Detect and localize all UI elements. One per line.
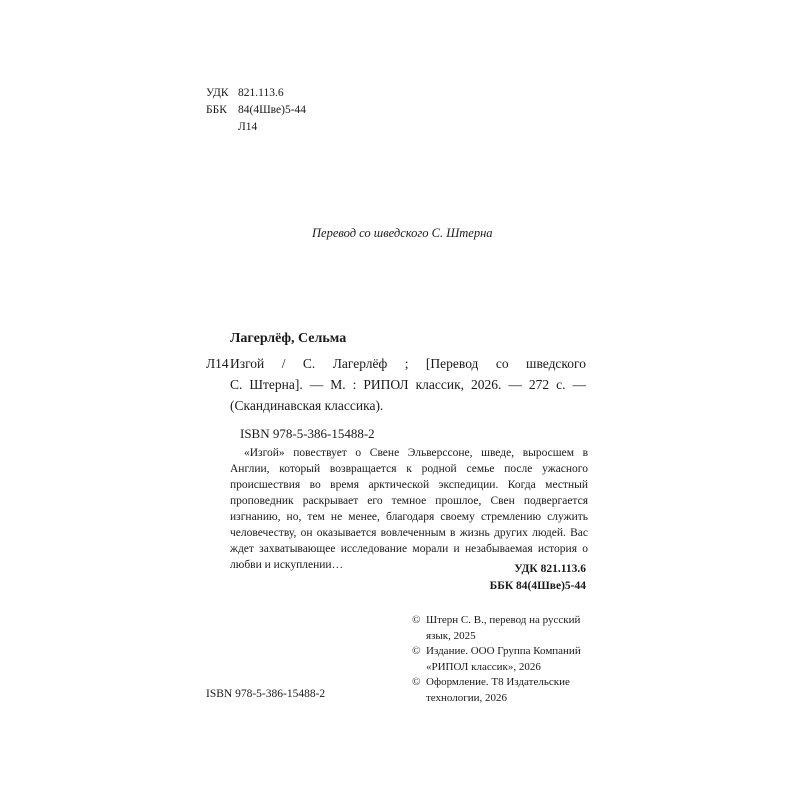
udk-right: УДК 821.113.6 xyxy=(514,563,586,575)
copyright-symbol: © xyxy=(412,614,421,626)
copyright-text: Штерн С. В., перевод на русский язык, 2025 xyxy=(426,614,581,642)
bbk-code-row xyxy=(206,102,306,119)
biblio-line-1-text: Изгой / С. Лагерлёф ; [Перевод со шведского xyxy=(230,356,586,371)
copyright-symbol: © xyxy=(412,645,421,657)
udk-label: УДК xyxy=(206,87,229,99)
author-mark-value: Л14 xyxy=(238,121,258,133)
copyright-item xyxy=(412,644,602,675)
biblio-line-1 xyxy=(206,353,586,374)
udk-code-row xyxy=(206,85,306,102)
author-mark-row xyxy=(206,119,306,136)
biblio-line-2: С. Штерна]. — М. : РИПОЛ классик, 2026. — 272 с. — xyxy=(230,377,586,392)
copyright-text: Оформление. Т8 Издательские технологии, 2026 xyxy=(426,676,570,704)
copyright-symbol: © xyxy=(412,676,421,688)
translation-note: Перевод со шведского С. Штерна xyxy=(312,226,493,240)
annotation-text: «Изгой» повествует о Свене Эльверссоне, шведе, выросшем в Англии, который возвращается к родной семье после ужасного происшествия во время арктической экспедиции. Когда местный проповедник раскрывает его темное прошлое, Свен подвергается изгнанию, но, тем не менее, благодаря своему стремлению служить человечеству, он оказывается вовлеченным в жизнь других людей. Вас ждет захватывающее исследование морали и незабываемая история о любви и искуплении… xyxy=(230,447,588,571)
copyright-text: Издание. ООО Группа Компаний «РИПОЛ классик», 2026 xyxy=(426,645,581,673)
bbk-right: ББК 84(4Шве)5-44 xyxy=(489,580,586,592)
udk-value: 821.113.6 xyxy=(238,87,284,99)
copyright-item xyxy=(412,675,602,706)
bbk-value: 84(4Шве)5-44 xyxy=(238,104,307,116)
bbk-label: ББК xyxy=(206,104,227,116)
copyright-block xyxy=(412,613,602,706)
isbn-main: ISBN 978-5-386-15488-2 xyxy=(240,426,375,441)
author-heading: Лагерлёф, Сельма xyxy=(230,331,347,346)
classification-codes xyxy=(206,85,306,136)
author-mark: Л14 xyxy=(206,356,229,371)
copyright-item xyxy=(412,613,602,644)
bibliographic-description xyxy=(206,353,586,416)
biblio-line-3: (Скандинавская классика). xyxy=(230,398,384,413)
author-mark-label xyxy=(206,119,238,136)
classification-right xyxy=(430,561,586,595)
isbn-bottom: ISBN 978-5-386-15488-2 xyxy=(206,688,326,700)
